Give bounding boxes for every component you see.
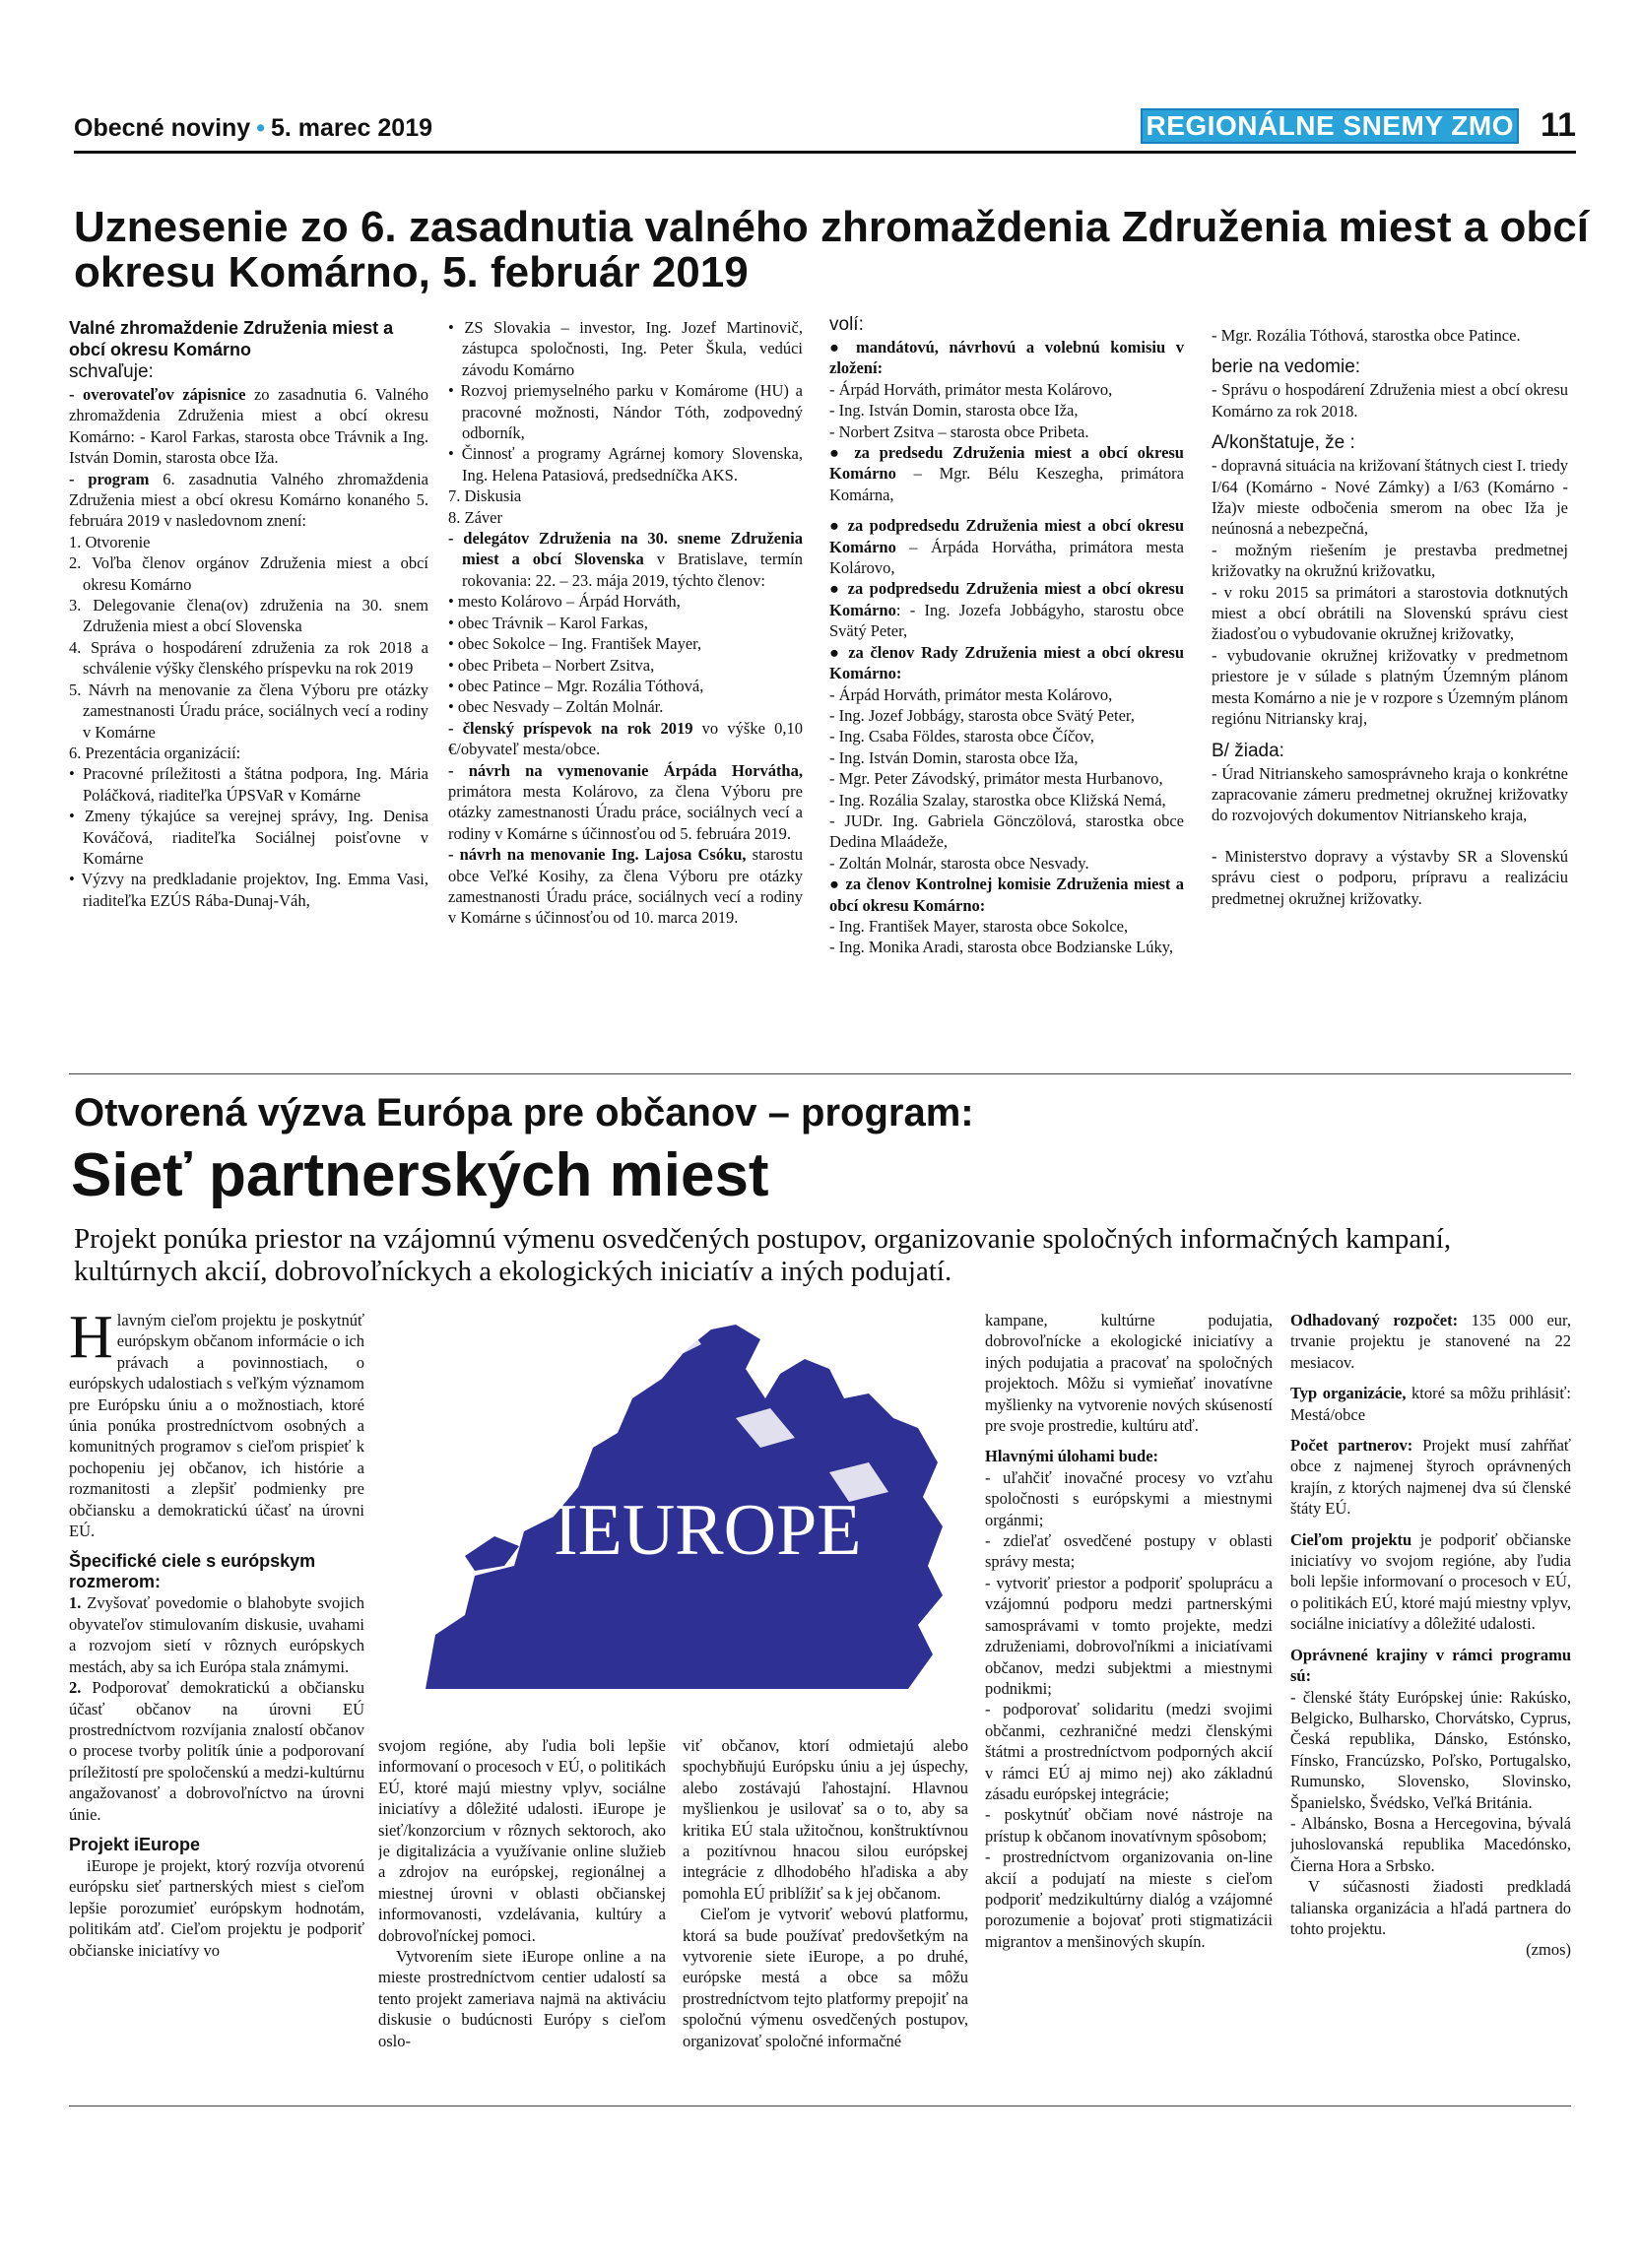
list-item: • obec Trávnik – Karol Farkas, bbox=[448, 613, 648, 632]
subheading: Projekt iEurope bbox=[69, 1834, 201, 1854]
list-item: - Ing. Csaba Földes, starosta obce Číčov, bbox=[829, 727, 1094, 746]
list-item: • Rozvoj priemyselného parku v Komárome (HU) a pracovné možnosti, Nándor Tóth, zodpovedný odborník, bbox=[448, 381, 803, 443]
states-heading: A/konštatuje, že : bbox=[1212, 432, 1355, 454]
drop-cap: H bbox=[69, 1310, 113, 1371]
agenda-item: 6. Prezentácia organizácií: bbox=[69, 743, 241, 762]
list-item: - JUDr. Ing. Gabriela Gönczölová, starostka obce Dedina Mlaádeže, bbox=[829, 810, 1184, 852]
article2-column-5 bbox=[1290, 1310, 1571, 2098]
list-item: - zdieľať osvedčené postupy v oblasti správy mesta; bbox=[985, 1531, 1273, 1572]
article2-column-1 bbox=[69, 1310, 364, 2098]
list-item: - Albánsko, Bosna a Hercegovina, bývalá juhoslovanská republika Macedónsko, Čierna Hora a Srbsko. bbox=[1290, 1813, 1571, 1875]
notes-heading: berie na vedomie: bbox=[1212, 356, 1361, 378]
paragraph: - návrh na menovanie Ing. Lajosa Csóku, starostu obce Veľké Kosihy, za člena Výboru pre otázky zamestnanosti Úradu práce, sociálnych vecí a rodiny v Komárne s účinnosťou od 10. marca 2019. bbox=[448, 845, 803, 928]
list-item: - vybudovanie okružnej križovatky v predmetnom priestore je v súlade s platným Územným plánom mesta Komárno a nie je v rozpore s Územným plánom regiónu Nitriansky kraj, bbox=[1212, 645, 1568, 729]
paragraph: 2. Podporovať demokratickú a občiansku účasť občanov na úrovni EÚ prostredníctvom rozvíjania znalostí občanov o procese tvorby politík únie a podporovaní príležitostí pre spoločenskú a medzi-kultúrnu angažovanosť a dobrovoľníctvo na úrovni únie. bbox=[69, 1678, 364, 1824]
agenda-item: 3. Delegovanie člena(ov) združenia na 30. snem Združenia miest a obcí Slovenska bbox=[69, 596, 428, 636]
list-item: - prostredníctvom organizovania on-line akcií a podujatí na mieste s cieľom podporiť medzikultúrny dialóg a vzájomné porozumenie a bojovať proti stigmatizácii migrantov a menšinových skupín. bbox=[985, 1847, 1273, 1951]
article2-column-2 bbox=[378, 1735, 666, 2090]
list-item: - možným riešením je prestavba predmetnej križovatky na okružnú križovatku, bbox=[1212, 540, 1568, 581]
paragraph: Hlavným cieľom projektu je poskytnúť európskym občanom informácie o ich právach a povinnostiach, o európskych udalostiach s veľkým významom pre Európsku úniu a o možnostiach, ktoré únia ponúka prostredníctvom osobných a komunitných programov s cieľom prispieť k pochopeniu jej občanov, ich histórie a rozmanitosti a zlepšiť podmienky pre občiansku a demokratickú účasť na úrovni EÚ. bbox=[69, 1310, 364, 1541]
paragraph: - program 6. zasadnutia Valného zhromaždenia Združenia miest a obcí okresu Komárno konaného 5. februára 2019 v nasledovnom znení: bbox=[69, 469, 428, 531]
section-divider bbox=[69, 1073, 1571, 1074]
list-item: - Norbert Zsitva – starosta obce Pribeta. bbox=[829, 421, 1089, 441]
article1-column-3 bbox=[829, 313, 1184, 1066]
list-item: • Pracovné príležitosti a štátna podpora, Ing. Mária Poláčková, riaditeľka ÚPSVaR v Komárne bbox=[69, 764, 428, 805]
page-number: 11 bbox=[1541, 106, 1576, 144]
article1-title: Uznesenie zo 6. zasadnutia valného zhromaždenia Združenia miest a obcí okresu Komárno, 5. február 2019 bbox=[74, 203, 1589, 296]
agenda-item: 7. Diskusia bbox=[448, 486, 522, 506]
list-item: - Správu o hospodárení Združenia miest a obcí okresu Komárno za rok 2018. bbox=[1212, 380, 1568, 421]
paragraph: Typ organizácie, ktoré sa môžu prihlásiť: Mestá/obce bbox=[1290, 1384, 1571, 1424]
paragraph: ● za podpredsedu Združenia miest a obcí okresu Komárno – Árpáda Horvátha, primátora mesta Kolárovo, bbox=[829, 516, 1184, 578]
paragraph: Cieľom projektu je podporiť občianske iniciatívy vo svojom regióne, aby ľudia boli lepšie informovaní o procesoch v EÚ, o politikách EÚ, ktoré majú miestny vplyv, sociálne iniciatívy a dôležité udalosti. bbox=[1290, 1529, 1571, 1634]
paragraph: - členský príspevok na rok 2019 vo výške 0,10 €/obyvateľ mesta/obce. bbox=[448, 718, 803, 759]
paragraph: Cieľom je vytvoriť webovú platformu, ktorá sa bude používať predovšetkým na vytvorenie siete iEurope, a po druhé, európske mestá a obce sa môžu prostredníctvom tejto platformy prepojiť na spoločnú výmenu osvedčených postupov, organizovať spoločné informačné bbox=[683, 1905, 968, 2050]
list-item: • Zmeny týkajúce sa verejnej správy, Ing. Denisa Kováčová, riaditeľka Sociálnej poisťovne v Komárne bbox=[69, 807, 428, 868]
agenda-item: 2. Voľba členov orgánov Združenia miest a obcí okresu Komárno bbox=[69, 553, 428, 594]
paragraph: iEurope je projekt, ktorý rozvíja otvorenú európsku sieť partnerských miest s cieľom lepšie porozumieť európskym hodnotám, politikám atď. Cieľom projektu je podporiť občianske iniciatívy vo bbox=[69, 1855, 364, 1960]
list-item: • Činnosť a programy Agrárnej komory Slovenska, Ing. Helena Patasiová, predsedníčka AKS. bbox=[448, 444, 803, 485]
agenda-item: 5. Návrh na menovanie za člena Výboru pre otázky zamestnanosti Úradu práce, sociálnych vecí a rodiny v Komárne bbox=[69, 680, 428, 742]
list-item: - Ing. István Domin, starosta obce Iža, bbox=[829, 401, 1079, 421]
paragraph: Počet partnerov: Projekt musí zahŕňať obce z najmenej štyroch oprávnených krajín, z ktorých najmenej dva sú členské štáty EÚ. bbox=[1290, 1436, 1571, 1519]
separator-dot: • bbox=[256, 114, 265, 142]
paragraph: V súčasnosti žiadosti predkladá talianska organizácia a hľadá partnera do tohto projektu. bbox=[1290, 1877, 1571, 1938]
list-item: • obec Patince – Mgr. Rozália Tóthová, bbox=[448, 676, 704, 695]
list-item: - uľahčiť inovačné procesy vo vzťahu spoločnosti s európskymi a miestnymi orgánmi; bbox=[985, 1467, 1273, 1529]
list-item: - Ing. Monika Aradi, starosta obce Bodzianske Lúky, bbox=[829, 938, 1174, 957]
list-item: - členské štáty Európskej únie: Rakúsko, Belgicko, Bulharsko, Chorvátsko, Cyprus, Česká republika, Dánsko, Estónsko, Fínsko, Francúzsko, Poľsko, Portugalsko, Rumunsko, Slovensko, Slovinsko, Španielsko, Švédsko, Veľká Británia. bbox=[1290, 1687, 1571, 1812]
paragraph: kampane, kultúrne podujatia, dobrovoľnícke a ekologické iniciatívy a iných podujatia a pracovať na spoločných projektoch. Môžu si vymieňať inovatívne myšlienky na vytvorenie nových skúseností pre svoje prostredie, kultúru atď. bbox=[985, 1311, 1273, 1436]
list-item: - Ing. František Mayer, starosta obce Sokolce, bbox=[829, 916, 1129, 936]
list-item: • obec Sokolce – Ing. František Mayer, bbox=[448, 634, 702, 654]
list-item: - Árpád Horváth, primátor mesta Kolárovo, bbox=[829, 379, 1113, 399]
subheading: ● mandátovú, návrhovú a volebnú komisiu v zložení: bbox=[829, 338, 1184, 378]
article1-column-2 bbox=[448, 317, 803, 1066]
elects-heading: volí: bbox=[829, 314, 864, 335]
list-item: • Výzvy na predkladanie projektov, Ing. Emma Vasi, riaditeľka EZÚS Rába-Dunaj-Váh, bbox=[69, 870, 428, 910]
article1-column-4 bbox=[1212, 325, 1568, 1066]
list-item: • mesto Kolárovo – Árpád Horváth, bbox=[448, 592, 681, 612]
list-item: - Ing. Jozef Jobbágy, starosta obce Svätý Peter, bbox=[829, 705, 1135, 725]
ieurope-logo bbox=[406, 1300, 957, 1694]
list-item: - vytvoriť priestor a podporiť spoluprácu a vzájomnú podporu medzi partnerskými samosprávami v tomto projekte, medzi združeniami, dobrovoľníkmi a iniciatívami občanov, medzi subjektmi a miestnymi podnikmi; bbox=[985, 1573, 1273, 1698]
subheading: Špecifické ciele s európskym rozmerom: bbox=[69, 1551, 316, 1592]
list-item: - poskytnúť občiam nové nástroje na prístup k občanom inovatívnym spôsobom; bbox=[985, 1805, 1273, 1846]
section-label: REGIONÁLNE SNEMY ZMO bbox=[1141, 108, 1519, 144]
article2-column-3 bbox=[683, 1735, 968, 2090]
agenda-item: 8. Záver bbox=[448, 507, 502, 527]
list-item: - Úrad Nitrianskeho samosprávneho kraja o konkrétne zapracovanie zámeru predmetnej okružnej križovatky do rozvojových dokumentov Nitrianskeho kraja, bbox=[1212, 763, 1568, 825]
paper-name: Obecné noviny bbox=[74, 114, 251, 142]
byline: (zmos) bbox=[1526, 1940, 1571, 1960]
list-item: • obec Nesvady – Zoltán Molnár. bbox=[448, 697, 664, 717]
logo-text: IEUROPE bbox=[554, 1490, 862, 1571]
paragraph: 1. Zvyšovať povedomie o blahobyte svojich obyvateľov stimulovaním diskusie, uvahami a rozvojom sietí v rôznych európskych mestách, aby sa ich Európa stala známymi. bbox=[69, 1593, 364, 1676]
assembly-heading: Valné zhromaždenie Združenia miest a obcí okresu Komárno bbox=[69, 318, 394, 359]
subheading: ● za členov Rady Združenia miest a obcí okresu Komárno: bbox=[829, 642, 1184, 683]
paragraph: - delegátov Združenia na 30. sneme Združenia miest a obcí Slovenska v Bratislave, termín rokovania: 22. – 23. mája 2019, týchto členov: bbox=[448, 529, 803, 590]
list-item: - podporovať solidaritu (medzi svojimi občanmi, cezhraničné medzi členskými štátmi a prostredníctvom podporných akcií v rámci EÚ aj mimo nej) ako základnú zásadu európskej integrácie; bbox=[985, 1700, 1273, 1803]
requests-heading: B/ žiada: bbox=[1212, 740, 1284, 761]
paragraph: Odhadovaný rozpočet: 135 000 eur, trvanie projektu je stanovené na 22 mesiacov. bbox=[1290, 1311, 1571, 1372]
article2-title: Sieť partnerských miest bbox=[71, 1141, 769, 1209]
paragraph: svojom regióne, aby ľudia boli lepšie informovaní o procesoch v EÚ, o politikách EÚ, ktoré majú miestny vplyv, sociálne iniciatívy a dôležité udalosti. iEurope je sieť/konzorcium v rôznych sektoroch, ako je digitalizácia a využívanie online služieb a zdrojov na európskej, regionálnej a miestnej úrovni v oblasti občianskej informovanosti, vzdelávania, kultúry a dobrovoľníckej pomoci. bbox=[378, 1736, 666, 1945]
list-item: • ZS Slovakia – investor, Ing. Jozef Martinovič, zástupca spoločnosti, Ing. Peter Škula, vedúci závodu Komárno bbox=[448, 318, 803, 379]
agenda-item: 1. Otvorenie bbox=[69, 532, 151, 551]
agenda-item: 4. Správa o hospodárení združenia za rok 2018 a schválenie výšky členského príspevku na rok 2019 bbox=[69, 637, 428, 679]
list-item: - Zoltán Molnár, starosta obce Nesvady. bbox=[829, 853, 1089, 873]
page-header bbox=[74, 106, 1576, 154]
masthead bbox=[74, 114, 432, 143]
europe-map-icon bbox=[406, 1300, 957, 1694]
article2-kicker: Otvorená výzva Európa pre občanov – program: bbox=[74, 1091, 974, 1134]
approves-heading: schvaľuje: bbox=[69, 361, 154, 382]
paragraph: Vytvorením siete iEurope online a na mieste prostredníctvom centier udalostí sa tento projekt zameriava najmä na aktiváciu diskusie o budúcnosti Európy s cieľom oslo- bbox=[378, 1947, 666, 2050]
paragraph: ● za predsedu Združenia miest a obcí okresu Komárno – Mgr. Bélu Keszegha, primátora Komárna, bbox=[829, 443, 1184, 504]
subheading: Hlavnými úlohami bude: bbox=[985, 1447, 1159, 1466]
paragraph: - návrh na vymenovanie Árpáda Horvátha, primátora mesta Kolárovo, za člena Výboru pre otázky zamestnanosti Úradu práce, sociálnych vecí a rodiny v Komárne s účinnosťou od 5. februára 2019. bbox=[448, 760, 803, 843]
paragraph: - overovateľov zápisnice zo zasadnutia 6. Valného zhromaždenia Združenia miest a obcí okresu Komárno: - Karol Farkas, starosta obce Trávnik a Ing. István Domin, starosta obce Iža. bbox=[69, 385, 428, 468]
list-item: - Ministerstvo dopravy a výstavby SR a Slovenskú správu ciest o podporu, prípravu a realizáciu predmetnej okružnej križovatky. bbox=[1212, 846, 1568, 908]
issue-date: 5. marec 2019 bbox=[270, 114, 433, 142]
article2-column-4 bbox=[985, 1310, 1273, 2098]
subheading: Oprávnené krajiny v rámci programu sú: bbox=[1290, 1645, 1571, 1686]
paragraph: viť občanov, ktorí odmietajú alebo spochybňujú Európsku úniu a jej úspechy, alebo zostávajú ľahostajní. Hlavnou myšlienkou je usilovať sa o to, aby sa kritika EÚ stala užitočnou, konštruktívnou a pozitívnou hnacou silou európskej integrácie z dlhodobého hľadiska a aby pomohla EÚ priblížiť sa k jej občanom. bbox=[683, 1736, 968, 1903]
article2-lead: Projekt ponúka priestor na vzájomnú výmenu osvedčených postupov, organizovanie spoločných informačných kampaní, kultúrnych akcií, dobrovoľníckych a ekologických iniciatív a iných podujatí. bbox=[74, 1223, 1452, 1287]
paragraph: ● za podpredsedu Združenia miest a obcí okresu Komárno: - Ing. Jozefa Jobbágyho, starostu obce Svätý Peter, bbox=[829, 579, 1184, 641]
list-item: - dopravná situácia na križovaní štátnych ciest I. triedy I/64 (Komárno - Nové Zámky) a I/63 (Komárno - Iža)v mieste odbočenia smerom na obec Iža je neúnosná a nebezpečná, bbox=[1212, 456, 1568, 539]
list-item: - Ing. Rozália Szalay, starostka obce Kližská Nemá, bbox=[829, 790, 1166, 810]
subheading: ● za členov Kontrolnej komisie Združenia miest a obcí okresu Komárno: bbox=[829, 875, 1184, 915]
list-item: - Mgr. Rozália Tóthová, starostka obce Patince. bbox=[1212, 326, 1521, 345]
list-item: • obec Pribeta – Norbert Zsitva, bbox=[448, 655, 655, 675]
list-item: - Árpád Horváth, primátor mesta Kolárovo, bbox=[829, 684, 1113, 704]
article1-column-1 bbox=[69, 317, 428, 1066]
list-item: - Mgr. Peter Závodský, primátor mesta Hurbanovo, bbox=[829, 769, 1163, 789]
list-item: - v roku 2015 sa primátori a starostovia dotknutých miest a obcí obrátili na Slovenskú správu ciest žiadosťou o vybudovanie okružnej križovatky, bbox=[1212, 582, 1568, 644]
list-item: - Ing. István Domin, starosta obce Iža, bbox=[829, 747, 1079, 767]
